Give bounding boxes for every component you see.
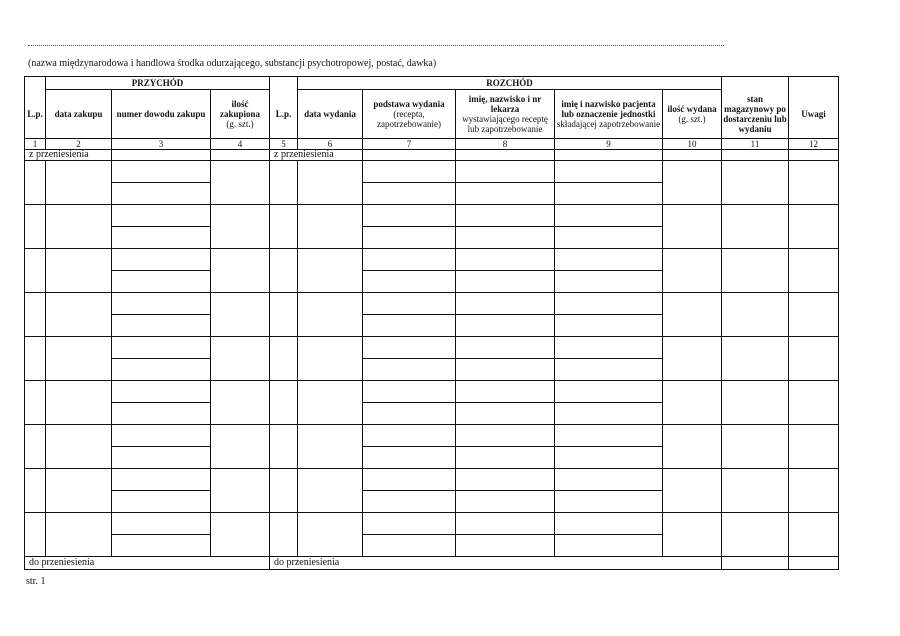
table-cell[interactable] [555, 271, 663, 293]
column-number: 5 [270, 139, 298, 150]
table-cell[interactable] [555, 227, 663, 249]
table-cell[interactable] [722, 249, 789, 293]
table-cell[interactable] [555, 513, 663, 535]
table-cell[interactable] [456, 205, 555, 227]
table-cell[interactable] [298, 513, 363, 557]
expense-carry-in: z przeniesienia [270, 150, 363, 161]
table-cell[interactable] [663, 513, 722, 557]
table-cell[interactable] [555, 205, 663, 227]
table-cell[interactable] [456, 227, 555, 249]
table-cell[interactable] [25, 381, 46, 425]
table-cell[interactable] [456, 491, 555, 513]
table-cell [363, 150, 456, 161]
table-cell[interactable] [663, 381, 722, 425]
table-cell[interactable] [456, 513, 555, 535]
table-row [270, 293, 839, 315]
table-cell[interactable] [456, 381, 555, 403]
table-cell[interactable] [722, 293, 789, 337]
table-cell[interactable] [363, 227, 456, 249]
table-cell[interactable] [456, 447, 555, 469]
income-quantity-title: ilość zakupiona [219, 99, 261, 119]
column-number: 7 [363, 139, 456, 150]
expense-table [269, 76, 839, 570]
doctor-header [456, 90, 555, 139]
expense-date-header: data wydania [298, 90, 363, 139]
table-cell[interactable] [363, 293, 456, 315]
table-cell[interactable] [555, 491, 663, 513]
document-caption: (nazwa międzynarodowa i handlowa środka odurzającego, substancji psychotropowej, postać, dawka) [28, 58, 437, 69]
column-number: 12 [789, 139, 839, 150]
table-cell[interactable] [112, 447, 211, 469]
table-cell[interactable] [363, 513, 456, 535]
table-cell[interactable] [363, 535, 456, 557]
table-cell[interactable] [112, 161, 211, 183]
column-number: 4 [211, 139, 270, 150]
table-cell[interactable] [663, 293, 722, 337]
table-row [25, 513, 270, 535]
income-carry-out: do przeniesienia [25, 557, 270, 570]
column-number: 6 [298, 139, 363, 150]
table-cell[interactable] [25, 293, 46, 337]
table-cell[interactable] [555, 403, 663, 425]
table-cell[interactable] [270, 513, 298, 557]
column-number: 3 [112, 139, 211, 150]
table-cell [789, 150, 839, 161]
table-cell[interactable] [363, 271, 456, 293]
table-cell[interactable] [722, 205, 789, 249]
table-cell[interactable] [112, 271, 211, 293]
table-cell[interactable] [270, 425, 298, 469]
table-cell[interactable] [722, 381, 789, 425]
table-cell[interactable] [298, 381, 363, 425]
table-row [25, 425, 270, 447]
table-cell[interactable] [363, 447, 456, 469]
table-cell[interactable] [789, 161, 839, 205]
table-cell[interactable] [270, 161, 298, 205]
table-cell[interactable] [363, 315, 456, 337]
table-cell[interactable] [112, 535, 211, 557]
table-cell[interactable] [363, 337, 456, 359]
issued-quantity-title: ilość wydana [667, 104, 717, 114]
table-cell[interactable] [456, 535, 555, 557]
table-cell[interactable] [25, 337, 46, 381]
table-cell [789, 557, 839, 570]
table-cell[interactable] [456, 337, 555, 359]
table-cell[interactable] [270, 381, 298, 425]
income-carry-in: z przeniesienia [25, 150, 112, 161]
column-number: 8 [456, 139, 555, 150]
table-cell[interactable] [555, 469, 663, 491]
table-cell[interactable] [46, 161, 112, 205]
table-row [270, 469, 839, 491]
page-number: str. 1 [26, 576, 46, 587]
table-cell[interactable] [270, 249, 298, 293]
table-cell[interactable] [112, 337, 211, 359]
table-cell[interactable] [25, 469, 46, 513]
table-cell[interactable] [789, 205, 839, 249]
table-cell[interactable] [789, 337, 839, 381]
table-cell [722, 557, 789, 570]
doctor-title: imię, nazwisko i nr lekarza [468, 94, 542, 114]
income-table [24, 76, 270, 570]
table-cell[interactable] [555, 447, 663, 469]
table-cell[interactable] [211, 469, 270, 513]
table-row [270, 249, 839, 271]
table-cell[interactable] [46, 293, 112, 337]
table-cell[interactable] [456, 469, 555, 491]
table-cell [555, 150, 663, 161]
basis-title: podstawa wydania [373, 99, 445, 109]
table-cell[interactable] [112, 205, 211, 227]
table-cell[interactable] [555, 381, 663, 403]
expense-lp-header: L.p. [270, 90, 298, 139]
table-cell[interactable] [363, 425, 456, 447]
table-row [270, 205, 839, 227]
table-row [25, 161, 270, 183]
table-row [270, 513, 839, 535]
column-number: 2 [46, 139, 112, 150]
table-cell[interactable] [46, 205, 112, 249]
table-cell[interactable] [722, 425, 789, 469]
table-cell[interactable] [456, 249, 555, 271]
table-cell[interactable] [789, 293, 839, 337]
expense-group-title: ROZCHÓD [298, 77, 722, 90]
dotted-fill-line [28, 45, 724, 46]
patient-subtitle: składającej zapotrzebowanie [556, 119, 661, 129]
table-cell[interactable] [663, 469, 722, 513]
table-row [270, 161, 839, 183]
income-doc-number-header: numer dowodu zakupu [112, 90, 211, 139]
table-cell [211, 150, 270, 161]
table-cell[interactable] [112, 315, 211, 337]
table-cell[interactable] [112, 513, 211, 535]
income-entries [25, 161, 270, 557]
table-cell[interactable] [46, 469, 112, 513]
table-cell[interactable] [789, 425, 839, 469]
expense-entries [270, 161, 839, 557]
table-cell[interactable] [112, 491, 211, 513]
table-cell[interactable] [46, 337, 112, 381]
table-cell[interactable] [555, 249, 663, 271]
table-cell[interactable] [211, 381, 270, 425]
table-cell[interactable] [270, 293, 298, 337]
table-cell[interactable] [298, 469, 363, 513]
table-cell[interactable] [789, 513, 839, 557]
table-row [25, 469, 270, 491]
table-cell[interactable] [46, 513, 112, 557]
table-row [25, 337, 270, 359]
table-cell[interactable] [663, 161, 722, 205]
table-cell [722, 150, 789, 161]
table-cell[interactable] [363, 183, 456, 205]
table-cell[interactable] [211, 249, 270, 293]
table-cell[interactable] [663, 337, 722, 381]
table-cell[interactable] [555, 183, 663, 205]
table-cell[interactable] [298, 337, 363, 381]
table-cell[interactable] [789, 469, 839, 513]
table-cell[interactable] [112, 183, 211, 205]
table-row [270, 381, 839, 403]
table-cell[interactable] [555, 359, 663, 381]
table-cell [663, 150, 722, 161]
table-cell[interactable] [555, 293, 663, 315]
table-cell[interactable] [270, 205, 298, 249]
table-cell[interactable] [456, 359, 555, 381]
table-cell[interactable] [112, 227, 211, 249]
table-cell[interactable] [363, 469, 456, 491]
table-cell[interactable] [363, 205, 456, 227]
table-row [25, 293, 270, 315]
table-cell[interactable] [112, 425, 211, 447]
table-cell[interactable] [211, 293, 270, 337]
patient-title: imię i nazwisko pacjenta lub oznaczenie jednostki [561, 99, 656, 119]
table-cell[interactable] [211, 513, 270, 557]
table-cell[interactable] [363, 359, 456, 381]
stock-spacer [722, 77, 789, 90]
table-cell[interactable] [363, 161, 456, 183]
table-cell[interactable] [112, 469, 211, 491]
table-cell[interactable] [211, 205, 270, 249]
table-cell[interactable] [270, 469, 298, 513]
table-cell[interactable] [25, 249, 46, 293]
table-cell[interactable] [25, 425, 46, 469]
table-cell[interactable] [663, 205, 722, 249]
issued-quantity-unit: (g. szt.) [678, 114, 706, 124]
table-cell[interactable] [555, 161, 663, 183]
table-cell[interactable] [211, 337, 270, 381]
table-cell[interactable] [456, 403, 555, 425]
table-cell[interactable] [298, 161, 363, 205]
basis-header [363, 90, 456, 139]
income-group-title: PRZYCHÓD [46, 77, 270, 90]
income-quantity-unit: (g. szt.) [226, 119, 254, 129]
table-cell[interactable] [211, 161, 270, 205]
table-cell [456, 150, 555, 161]
table-cell[interactable] [722, 513, 789, 557]
table-cell[interactable] [789, 381, 839, 425]
column-number: 10 [663, 139, 722, 150]
table-cell[interactable] [298, 205, 363, 249]
basis-subtitle: (recepta, zapotrzebowanie) [377, 109, 441, 129]
table-row [270, 337, 839, 359]
table-cell[interactable] [298, 425, 363, 469]
table-cell[interactable] [555, 425, 663, 447]
table-cell[interactable] [112, 381, 211, 403]
table-cell[interactable] [555, 315, 663, 337]
table-cell[interactable] [555, 337, 663, 359]
stock-header: stan magazynowy po dostarczeniu lub wydaniu [722, 90, 789, 139]
table-cell[interactable] [112, 293, 211, 315]
table-cell[interactable] [363, 491, 456, 513]
table-cell[interactable] [363, 249, 456, 271]
expense-lp-spacer [270, 77, 298, 90]
table-cell[interactable] [25, 205, 46, 249]
table-row [270, 425, 839, 447]
notes-header: Uwagi [789, 90, 839, 139]
table-cell[interactable] [456, 293, 555, 315]
doctor-subtitle: wystawiającego receptę lub zapotrzebowanie [462, 114, 548, 134]
table-cell[interactable] [722, 469, 789, 513]
table-row [25, 249, 270, 271]
table-cell[interactable] [46, 425, 112, 469]
patient-header [555, 90, 663, 139]
table-cell[interactable] [270, 337, 298, 381]
table-cell[interactable] [298, 293, 363, 337]
expense-carry-out: do przeniesienia [270, 557, 722, 570]
table-cell[interactable] [456, 161, 555, 183]
table-cell[interactable] [663, 425, 722, 469]
table-cell[interactable] [722, 161, 789, 205]
income-date-header: data zakupu [46, 90, 112, 139]
table-cell[interactable] [112, 359, 211, 381]
table-cell[interactable] [456, 315, 555, 337]
income-quantity-header [211, 90, 270, 139]
column-number: 1 [25, 139, 46, 150]
income-lp-spacer [25, 77, 46, 90]
table-cell[interactable] [46, 249, 112, 293]
table-cell[interactable] [112, 249, 211, 271]
column-number: 9 [555, 139, 663, 150]
table-cell[interactable] [456, 425, 555, 447]
table-cell[interactable] [25, 161, 46, 205]
issued-quantity-header [663, 90, 722, 139]
table-cell[interactable] [363, 403, 456, 425]
table-cell[interactable] [663, 249, 722, 293]
table-row [25, 205, 270, 227]
notes-spacer [789, 77, 839, 90]
table-cell[interactable] [25, 513, 46, 557]
table-cell[interactable] [211, 425, 270, 469]
table-row [25, 381, 270, 403]
income-lp-header: L.p. [25, 90, 46, 139]
table-cell[interactable] [456, 183, 555, 205]
table-cell[interactable] [112, 403, 211, 425]
table-cell[interactable] [789, 249, 839, 293]
column-number: 11 [722, 139, 789, 150]
table-cell [112, 150, 211, 161]
table-cell[interactable] [722, 337, 789, 381]
table-cell[interactable] [298, 249, 363, 293]
table-cell[interactable] [456, 271, 555, 293]
table-cell[interactable] [363, 381, 456, 403]
table-cell[interactable] [555, 535, 663, 557]
table-cell[interactable] [46, 381, 112, 425]
